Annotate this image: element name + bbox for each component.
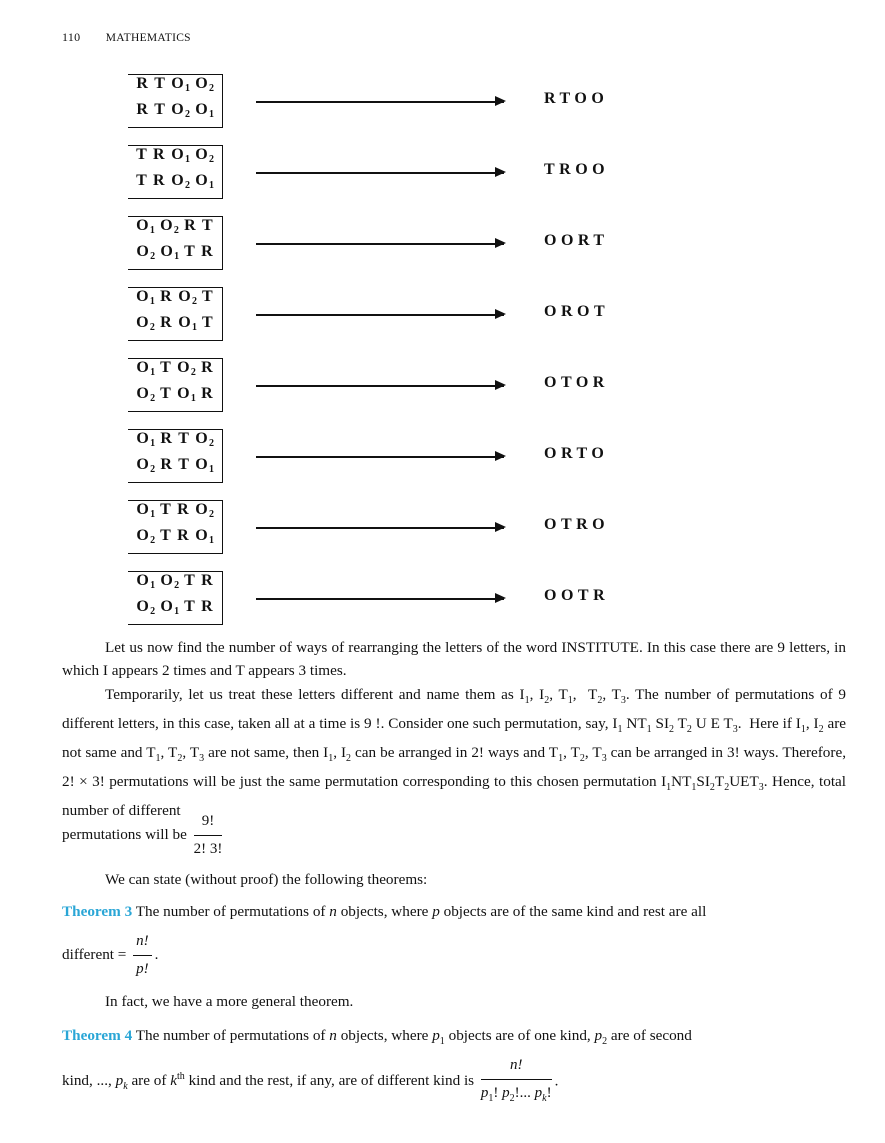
permutation-group (128, 500, 728, 564)
permutation-line: $O_2$ $O_1$ T R (136, 598, 214, 617)
permutation-line: $O_1$ $O_2$ R T (136, 217, 214, 236)
fraction-numerator: 9! (194, 810, 223, 836)
permutation-line: $O_1$ T R $O_2$ (136, 501, 214, 520)
arrow-icon (256, 527, 504, 529)
arrangement-result: OTRO (544, 516, 610, 533)
arrangement-result: OORT (544, 232, 609, 249)
paragraph-institute: Let us now find the number of ways of rearranging the letters of the word INSTITUTE. In this case there are 9 letters, in which I appears 2 times and T appears 3 times. (62, 639, 846, 679)
permutation-line: $O_1$ R T $O_2$ (136, 430, 214, 449)
theorem-4-cont: kind, ..., $p_k$ are of $k^{th}$ kind and the rest, if any, are of different kind is (62, 1071, 475, 1093)
theorem-4 (62, 1024, 846, 1053)
bracket (128, 74, 223, 128)
arrangement-result: TROO (544, 161, 610, 178)
fraction-denominator: $p_1$! $p_2$!... $p_k$! (480, 1085, 552, 1104)
arrow-icon (256, 172, 504, 174)
theorem-3-text: The number of permutations of n objects, where p objects are of the same kind and rest are all (135, 903, 707, 920)
permutation-line: $O_1$ R $O_2$ T (136, 288, 214, 307)
page-number: 110 (62, 30, 81, 44)
theorem-4-text: The number of permutations of n objects, where $p_1$ objects are of one kind, $p_2$ are of second (135, 1027, 692, 1048)
fraction-n-over-p (133, 930, 152, 981)
arrow-icon (256, 385, 504, 387)
permutation-line: R T $O_2$ $O_1$ (136, 101, 214, 120)
fraction-denominator: 2! 3! (193, 841, 223, 857)
theorem-3-label: Theorem 3 (62, 903, 133, 920)
permutation-group (128, 358, 728, 422)
theorem-4-continuation: kind, ..., $p_k$ are of $k^{th}$ kind and the rest, if any, are of different kind is $\frac{n!}{p_1! p_2!... p_k!}$ . (62, 1054, 846, 1110)
permutation-line: $O_2$ T $O_1$ R (136, 385, 214, 404)
fraction-numerator: n! (133, 930, 152, 956)
permutation-group (128, 429, 728, 493)
theorem-3-continuation: different = $\frac{n!}{p!}$ . (62, 930, 846, 981)
permutation-line: $O_2$ T R $O_1$ (136, 527, 214, 546)
paragraph-temporarily: Temporarily, let us treat these letters different and name them as $I_1$, $I_2$, $T_1$, $T_2$, $T_3$. The number of permutations of 9 different letters, in this case, taken all at a time is 9 !. Consider one such permutation, say, $I_1$ $NT_1$ $SI_2$ $T_2$ U E $T_3$. Here if $I_1$, $I_2$ are not same and $T_1$, $T_2$, $T_3$ are not same, then $I_1$, $I_2$ can be arranged in 2! ways and $T_1$, $T_2$, $T_3$ can be arranged in 3! ways. Therefore, 2! × 3! permutations will be just the same permutation corresponding to this chosen permutation $I_1NT_1SI_2T_2UET_3$. Hence, total number of different (62, 686, 847, 820)
permutation-group (128, 74, 728, 138)
fraction-numerator: n! (481, 1054, 552, 1080)
permutation-group (128, 571, 728, 635)
bracket (128, 429, 223, 483)
permutation-line: $O_2$ R $O_1$ T (136, 314, 214, 333)
chapter-title: MATHEMATICS (105, 32, 191, 44)
result-text: permutations will be (62, 825, 187, 843)
theorem-3 (62, 900, 846, 923)
permutation-group (128, 216, 728, 280)
fraction-denominator: p! (136, 961, 149, 977)
bracket (128, 145, 223, 199)
fraction-9-over-2-3 (194, 810, 223, 861)
permutation-line: $O_1$ T $O_2$ R (136, 359, 214, 378)
fraction-n-over-pk (481, 1054, 552, 1110)
theorem-3-cont: different = (62, 945, 127, 963)
arrow-icon (256, 101, 504, 103)
arrangement-result: OOTR (544, 587, 610, 604)
bracket (128, 571, 223, 625)
bracket (128, 287, 223, 341)
bracket (128, 358, 223, 412)
permutation-line: T R $O_2$ $O_1$ (136, 172, 214, 191)
arrangement-result: OROT (544, 303, 610, 320)
paragraph-result (62, 810, 846, 861)
bracket (128, 216, 223, 270)
arrow-icon (256, 243, 504, 245)
permutation-line: $O_2$ $O_1$ T R (136, 243, 214, 262)
permutation-line: R T $O_1$ $O_2$ (136, 75, 214, 94)
permutation-line: $O_2$ R T $O_1$ (136, 456, 214, 475)
bracket (128, 500, 223, 554)
paragraph-theorems-intro: We can state (without proof) the following theorems: (105, 871, 428, 888)
arrow-icon (256, 314, 504, 316)
paragraph-general: In fact, we have a more general theorem. (105, 993, 354, 1010)
arrangement-result: RTOO (544, 90, 609, 107)
page-header (62, 30, 191, 45)
theorem-4-label: Theorem 4 (62, 1027, 133, 1044)
permutation-group (128, 287, 728, 351)
arrangement-result: OTOR (544, 374, 609, 391)
arrangement-result: ORTO (544, 445, 609, 462)
arrow-icon (256, 456, 504, 458)
permutation-line: $O_1$ $O_2$ T R (136, 572, 214, 591)
permutation-group (128, 145, 728, 209)
permutation-line: T R $O_1$ $O_2$ (136, 146, 214, 165)
arrow-icon (256, 598, 504, 600)
